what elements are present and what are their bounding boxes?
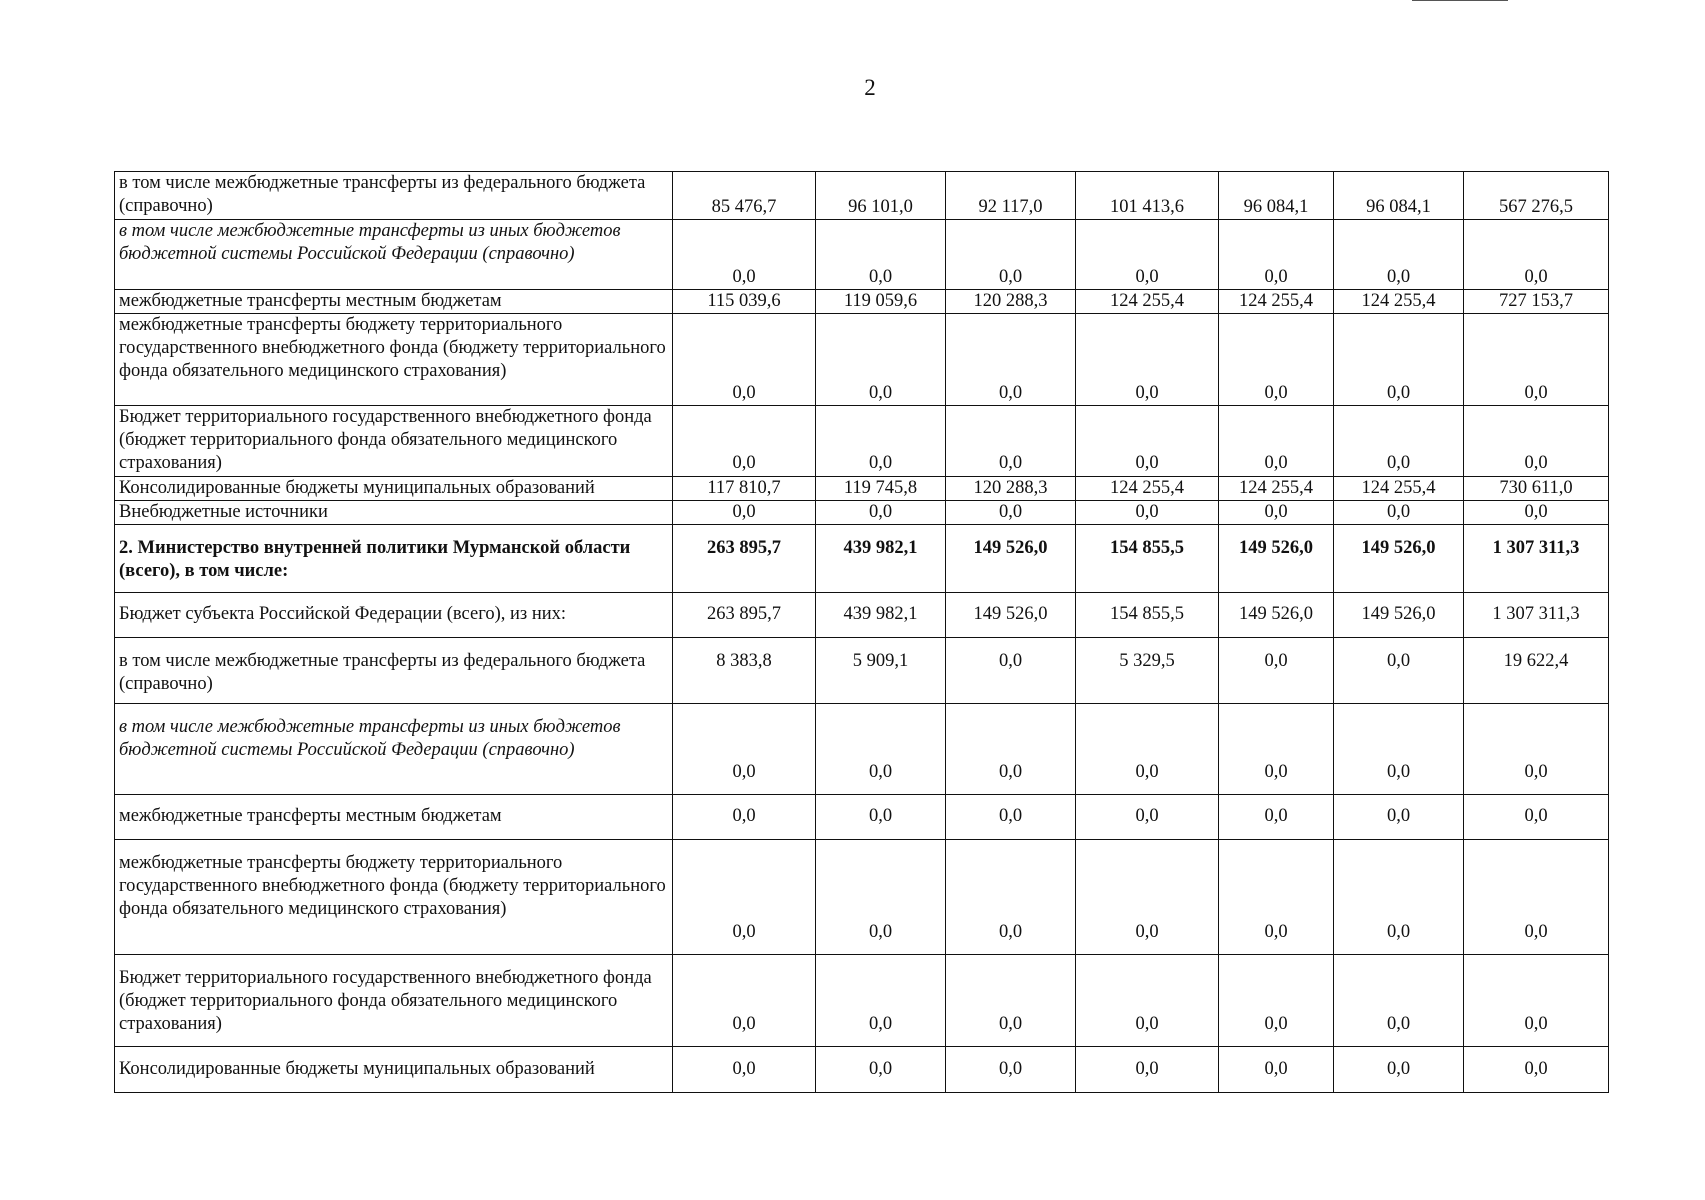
cell-value: 1 307 311,3 [1464, 592, 1609, 637]
cell-value: 124 255,4 [1076, 290, 1219, 314]
cell-value: 0,0 [1076, 220, 1219, 290]
cell-value: 0,0 [1219, 220, 1334, 290]
row-label: Внебюджетные источники [115, 500, 673, 524]
cell-value: 0,0 [1464, 1047, 1609, 1093]
cell-value: 0,0 [1334, 794, 1464, 839]
cell-value: 124 255,4 [1219, 290, 1334, 314]
table-row [115, 406, 1609, 476]
row-label: межбюджетные трансферты бюджету территориального государственного внебюджетного фонда (бюджету территориального фонда обязательного медицинского страхования) [115, 839, 673, 954]
cell-value: 124 255,4 [1334, 290, 1464, 314]
cell-value: 0,0 [1464, 703, 1609, 794]
cell-value: 0,0 [673, 314, 816, 406]
cell-value: 263 895,7 [673, 524, 816, 592]
cell-value: 0,0 [1219, 1047, 1334, 1093]
cell-value: 0,0 [1076, 500, 1219, 524]
cell-value: 0,0 [946, 703, 1076, 794]
cell-value: 119 059,6 [816, 290, 946, 314]
page-number: 2 [864, 75, 876, 100]
cell-value: 124 255,4 [1334, 476, 1464, 500]
cell-value: 0,0 [1076, 839, 1219, 954]
cell-value: 0,0 [1334, 220, 1464, 290]
table-row [115, 220, 1609, 290]
cell-value: 0,0 [673, 703, 816, 794]
cell-value: 96 084,1 [1334, 172, 1464, 220]
cell-value: 0,0 [946, 314, 1076, 406]
cell-value: 439 982,1 [816, 524, 946, 592]
cell-value: 439 982,1 [816, 592, 946, 637]
row-label: в том числе межбюджетные трансферты из иных бюджетов бюджетной системы Российской Федерации (справочно) [115, 703, 673, 794]
cell-value: 149 526,0 [946, 524, 1076, 592]
cell-value: 0,0 [816, 839, 946, 954]
cell-value: 0,0 [946, 406, 1076, 476]
cell-value: 124 255,4 [1219, 476, 1334, 500]
cell-value: 0,0 [946, 500, 1076, 524]
table-row [115, 524, 1609, 592]
cell-value: 154 855,5 [1076, 524, 1219, 592]
table-row [115, 794, 1609, 839]
table-row [115, 839, 1609, 954]
cell-value: 567 276,5 [1464, 172, 1609, 220]
cell-value: 120 288,3 [946, 476, 1076, 500]
cell-value: 0,0 [1334, 314, 1464, 406]
cell-value: 0,0 [1464, 839, 1609, 954]
cell-value: 0,0 [673, 954, 816, 1046]
cell-value: 117 810,7 [673, 476, 816, 500]
cell-value: 149 526,0 [1334, 592, 1464, 637]
cell-value: 19 622,4 [1464, 637, 1609, 703]
row-label: в том числе межбюджетные трансферты из федерального бюджета (справочно) [115, 637, 673, 703]
cell-value: 0,0 [816, 500, 946, 524]
cell-value: 0,0 [1334, 954, 1464, 1046]
cell-value: 0,0 [1334, 500, 1464, 524]
cell-value: 0,0 [946, 839, 1076, 954]
row-label: межбюджетные трансферты бюджету территориального государственного внебюджетного фонда (бюджету территориального фонда обязательного медицинского страхования) [115, 314, 673, 406]
cell-value: 8 383,8 [673, 637, 816, 703]
cell-value: 5 329,5 [1076, 637, 1219, 703]
row-label: Бюджет территориального государственного внебюджетного фонда (бюджет территориального фонда обязательного медицинского страхования) [115, 954, 673, 1046]
cell-value: 0,0 [1464, 500, 1609, 524]
cell-value: 96 084,1 [1219, 172, 1334, 220]
cell-value: 149 526,0 [1334, 524, 1464, 592]
cell-value: 149 526,0 [1219, 592, 1334, 637]
cell-value: 0,0 [1219, 500, 1334, 524]
cell-value: 92 117,0 [946, 172, 1076, 220]
cell-value: 0,0 [1076, 1047, 1219, 1093]
table-row [115, 1047, 1609, 1093]
cell-value: 0,0 [1219, 703, 1334, 794]
cell-value: 0,0 [1334, 1047, 1464, 1093]
cell-value: 96 101,0 [816, 172, 946, 220]
cell-value: 115 039,6 [673, 290, 816, 314]
cell-value: 0,0 [1464, 220, 1609, 290]
cell-value: 0,0 [1464, 794, 1609, 839]
cell-value: 0,0 [1076, 406, 1219, 476]
table-row [115, 172, 1609, 220]
cell-value: 0,0 [946, 637, 1076, 703]
table-row [115, 314, 1609, 406]
cell-value: 149 526,0 [1219, 524, 1334, 592]
row-label: Консолидированные бюджеты муниципальных образований [115, 1047, 673, 1093]
cell-value: 0,0 [1334, 637, 1464, 703]
row-label: межбюджетные трансферты местным бюджетам [115, 794, 673, 839]
table-row [115, 954, 1609, 1046]
cell-value: 101 413,6 [1076, 172, 1219, 220]
table-row [115, 703, 1609, 794]
cell-value: 0,0 [673, 794, 816, 839]
cell-value: 119 745,8 [816, 476, 946, 500]
cell-value: 0,0 [946, 954, 1076, 1046]
cell-value: 0,0 [946, 1047, 1076, 1093]
row-label: Бюджет субъекта Российской Федерации (всего), из них: [115, 592, 673, 637]
table-row [115, 637, 1609, 703]
cell-value: 0,0 [816, 794, 946, 839]
cell-value: 0,0 [1334, 703, 1464, 794]
budget-table [114, 171, 1609, 1093]
cell-value: 0,0 [1076, 794, 1219, 839]
cell-value: 0,0 [673, 220, 816, 290]
cell-value: 0,0 [1464, 314, 1609, 406]
cell-value: 263 895,7 [673, 592, 816, 637]
table-row [115, 592, 1609, 637]
table-row [115, 500, 1609, 524]
cell-value: 0,0 [816, 406, 946, 476]
cell-value: 124 255,4 [1076, 476, 1219, 500]
cell-value: 0,0 [816, 703, 946, 794]
cell-value: 0,0 [1334, 406, 1464, 476]
cell-value: 85 476,7 [673, 172, 816, 220]
cell-value: 0,0 [673, 839, 816, 954]
cell-value: 0,0 [1219, 406, 1334, 476]
row-label: Консолидированные бюджеты муниципальных образований [115, 476, 673, 500]
table-row [115, 476, 1609, 500]
cell-value: 0,0 [1334, 839, 1464, 954]
cell-value: 0,0 [1219, 839, 1334, 954]
cell-value: 1 307 311,3 [1464, 524, 1609, 592]
corner-mark [1412, 0, 1508, 3]
cell-value: 0,0 [946, 794, 1076, 839]
cell-value: 0,0 [1076, 954, 1219, 1046]
cell-value: 0,0 [1219, 794, 1334, 839]
cell-value: 0,0 [673, 500, 816, 524]
cell-value: 120 288,3 [946, 290, 1076, 314]
cell-value: 0,0 [946, 220, 1076, 290]
cell-value: 0,0 [816, 1047, 946, 1093]
cell-value: 0,0 [1464, 954, 1609, 1046]
row-label: межбюджетные трансферты местным бюджетам [115, 290, 673, 314]
row-label: Бюджет территориального государственного внебюджетного фонда (бюджет территориального фонда обязательного медицинского страхования) [115, 406, 673, 476]
row-label: в том числе межбюджетные трансферты из федерального бюджета (справочно) [115, 172, 673, 220]
cell-value: 0,0 [1219, 954, 1334, 1046]
cell-value: 0,0 [673, 406, 816, 476]
cell-value: 727 153,7 [1464, 290, 1609, 314]
cell-value: 0,0 [1076, 703, 1219, 794]
cell-value: 730 611,0 [1464, 476, 1609, 500]
cell-value: 0,0 [1219, 637, 1334, 703]
cell-value: 0,0 [1464, 406, 1609, 476]
cell-value: 0,0 [1076, 314, 1219, 406]
cell-value: 0,0 [816, 954, 946, 1046]
cell-value: 154 855,5 [1076, 592, 1219, 637]
section-heading: 2. Министерство внутренней политики Мурманской области (всего), в том числе: [115, 524, 673, 592]
cell-value: 0,0 [673, 1047, 816, 1093]
row-label: в том числе межбюджетные трансферты из иных бюджетов бюджетной системы Российской Федерации (справочно) [115, 220, 673, 290]
cell-value: 0,0 [1219, 314, 1334, 406]
cell-value: 0,0 [816, 220, 946, 290]
cell-value: 5 909,1 [816, 637, 946, 703]
table-row [115, 290, 1609, 314]
cell-value: 149 526,0 [946, 592, 1076, 637]
cell-value: 0,0 [816, 314, 946, 406]
